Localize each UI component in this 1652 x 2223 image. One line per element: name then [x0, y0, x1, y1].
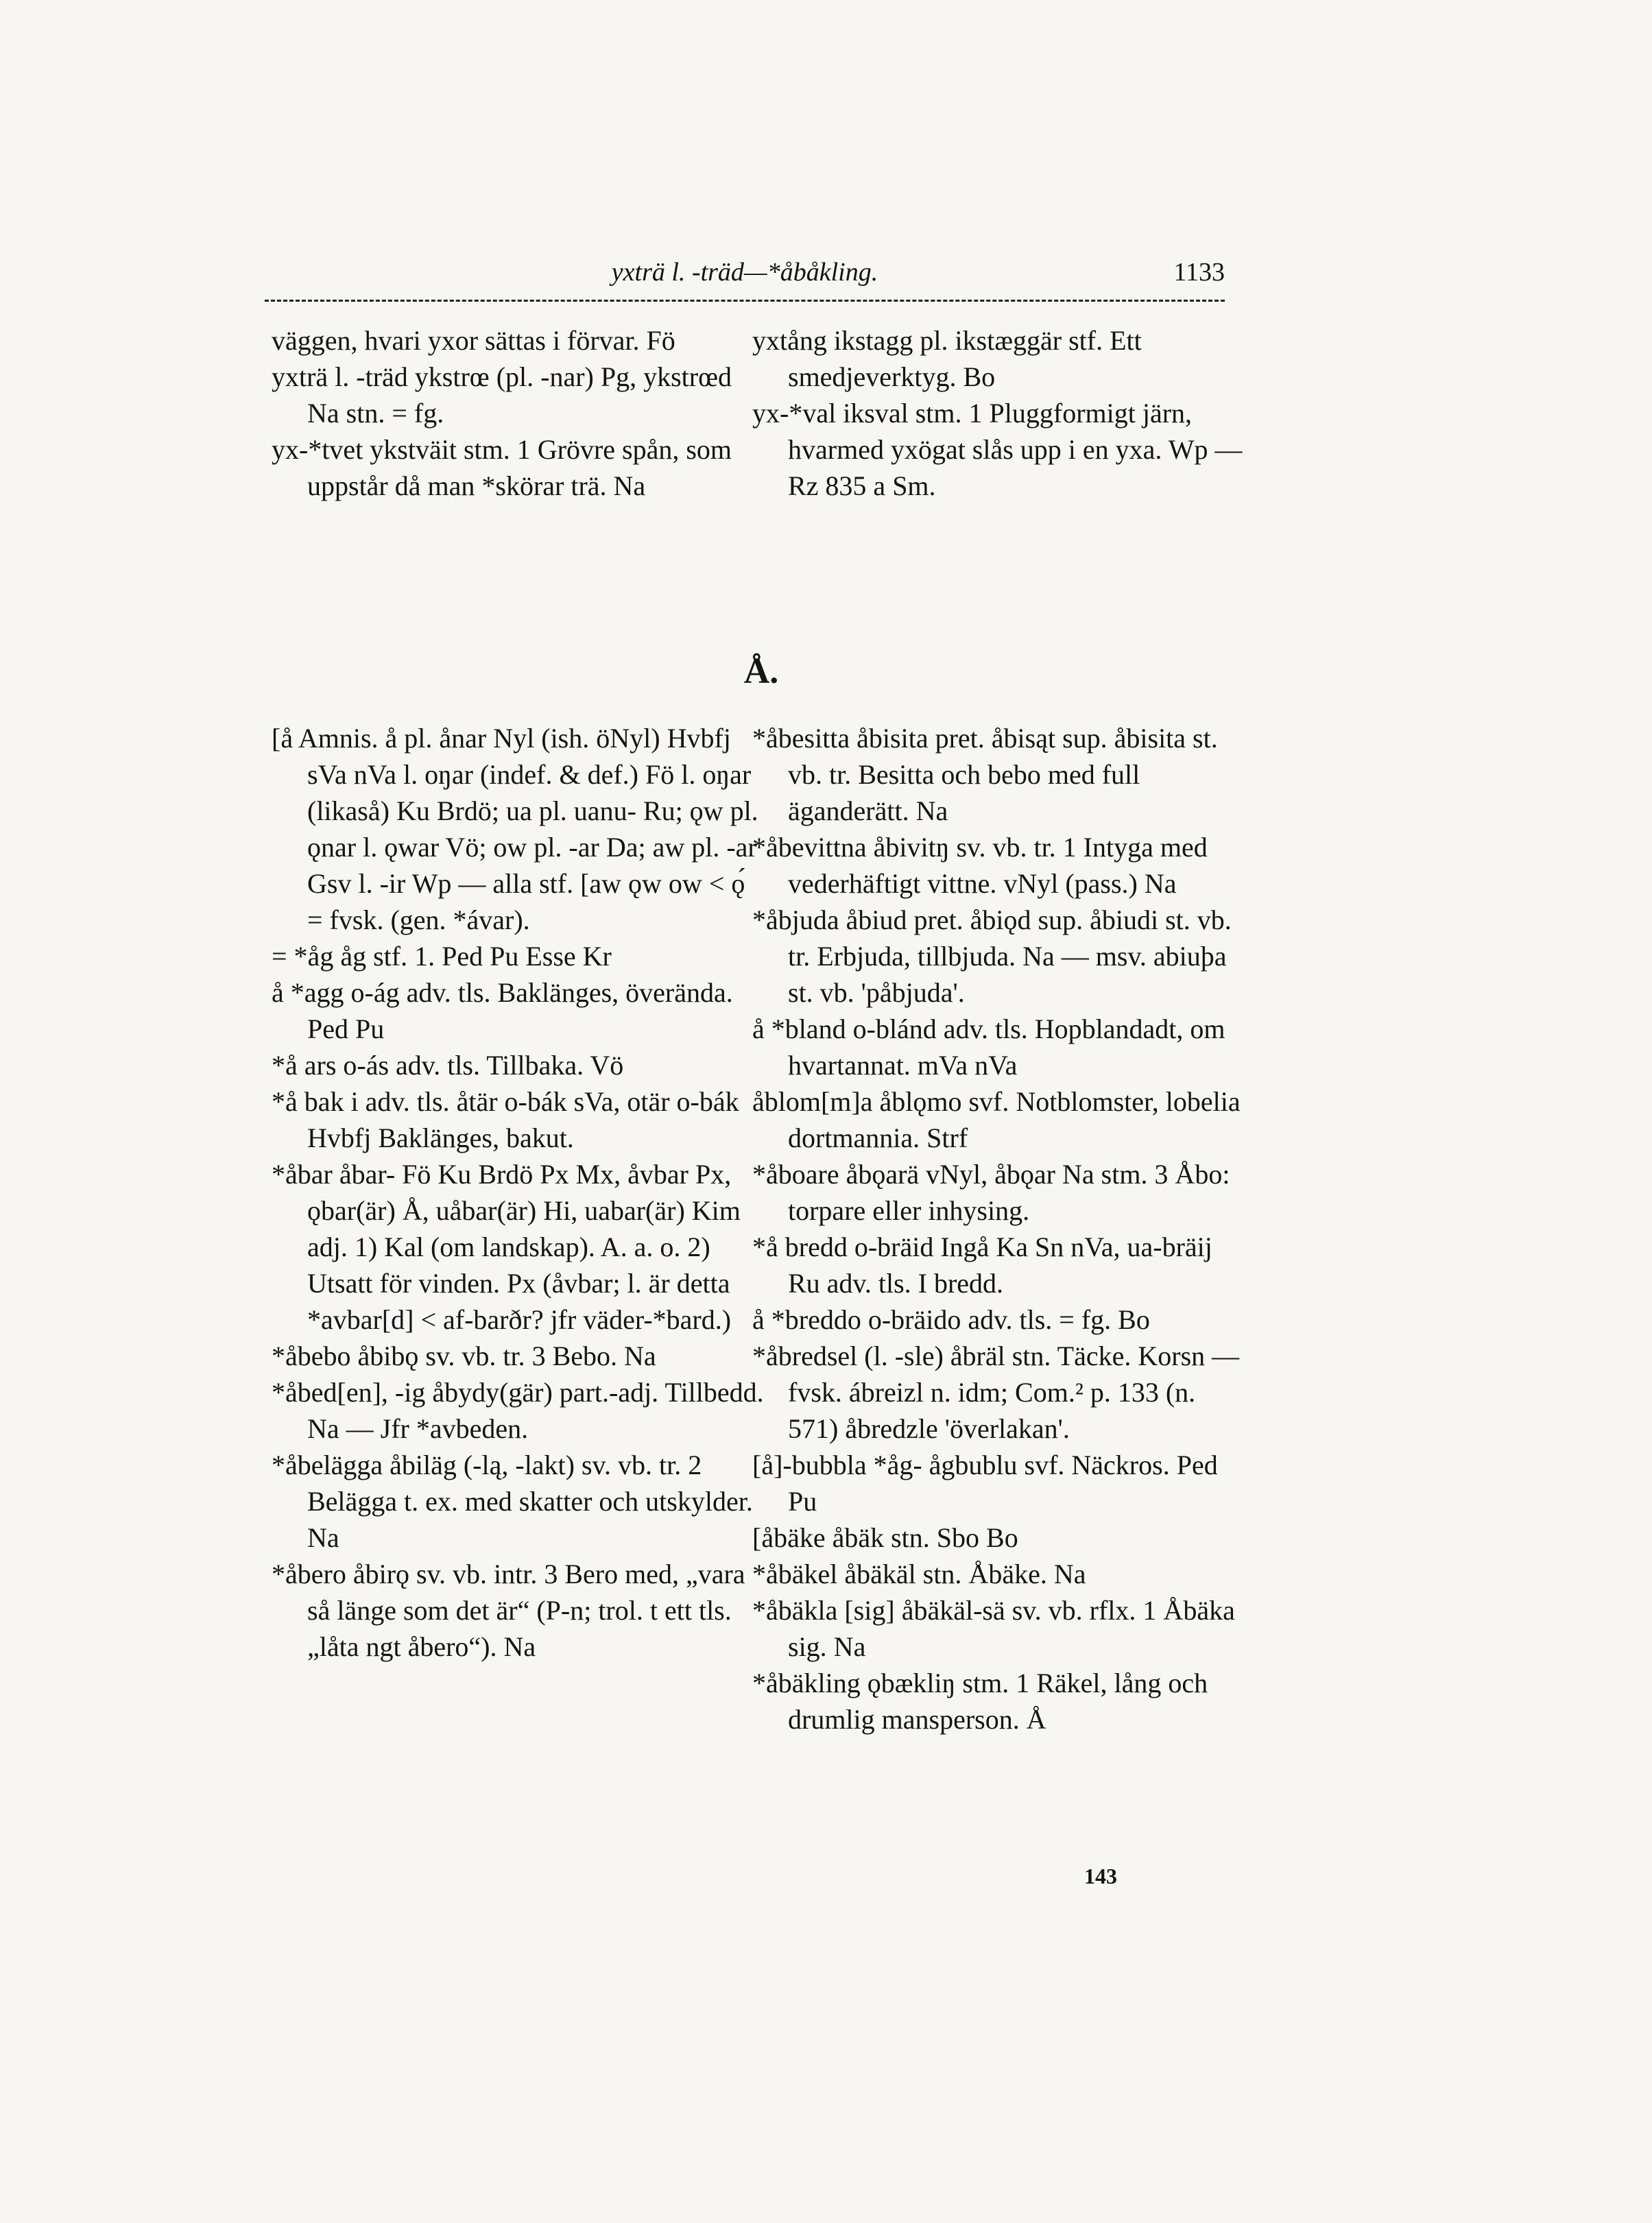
- dictionary-entry: *å bredd o-bräid Ingå Ka Sn nVa, ua-bräij Ru adv. tls. I bredd.: [752, 1231, 1212, 1299]
- dictionary-entry: *åbäkling ǫbækliŋ stm. 1 Räkel, lång och drumlig mansperson. Å: [752, 1668, 1208, 1735]
- dictionary-entry: *åboare åbǫarä vNyl, åbǫar Na stm. 3 Åbo: torpare eller inhysing.: [752, 1159, 1230, 1226]
- dictionary-entry: *åbesitta åbisita pret. åbisąt sup. åbisita st. vb. tr. Besitta och bebo med full äganderätt. Na: [752, 723, 1218, 826]
- dictionary-entry: *åbäkel åbäkäl stn. Åbäke. Na: [752, 1559, 1086, 1589]
- dictionary-entry: *åbäkla [sig] åbäkäl-sä sv. vb. rflx. 1 Åbäka sig. Na: [752, 1595, 1235, 1662]
- dictionary-entry: å *breddo o-bräido adv. tls. = fg. Bo: [752, 1304, 1150, 1335]
- dictionary-entry: [åbäke åbäk stn. Sbo Bo: [752, 1522, 1018, 1553]
- dictionary-entry: *åbed[en], -ig åbydy(gär) part.-adj. Tillbedd. Na — Jfr *avbeden.: [272, 1377, 764, 1444]
- entry-continuation: väggen, hvari yxor sättas i förvar. Fö: [272, 325, 675, 356]
- running-header: [265, 257, 1225, 298]
- dictionary-entry: *å bak i adv. tls. åtär o-bák sVa, otär o-bák Hvbfj Baklänges, bakut.: [272, 1086, 739, 1153]
- dictionary-entry: *åbredsel (l. -sle) åbräl stn. Täcke. Korsn — fvsk. ábreizl n. idm; Com.² p. 133 (n. 571) åbredzle 'överlakan'.: [752, 1341, 1240, 1444]
- header-rule: [265, 300, 1225, 302]
- top-right-column: [752, 322, 1246, 504]
- dictionary-entry: *åbebo åbibǫ sv. vb. tr. 3 Bebo. Na: [272, 1341, 656, 1371]
- dictionary-entry: *åbevittna åbivitŋ sv. vb. tr. 1 Intyga med vederhäftigt vittne. vNyl (pass.) Na: [752, 832, 1208, 899]
- dictionary-entry: yx-*tvet ykstväit stm. 1 Grövre spån, som uppstår då man *skörar trä. Na: [272, 434, 732, 501]
- signature-mark: 143: [1084, 1864, 1117, 1888]
- dictionary-entry: *å ars o-ás adv. tls. Tillbaka. Vö: [272, 1050, 624, 1081]
- dictionary-entry: [å Amnis. å pl. ånar Nyl (ish. öNyl) Hvbfj sVa nVa l. oŋar (indef. & def.) Fö l. oŋar (likaså) Ku Brdö; ua pl. uanu- Ru; ǫw pl. ǫnar l. ǫwar Vö; ow pl. -ar Da; aw pl. -ar Gsv l. -ir Wp — alla stf. [aw ǫw ow < ǫ́ = fvsk. (gen. *ávar).: [272, 723, 758, 935]
- dictionary-entry: *åbero åbirǫ sv. vb. intr. 3 Bero med, „vara så länge som det är“ (P-n; trol. t ett tls. „låta ngt åbero“). Na: [272, 1559, 745, 1662]
- dictionary-entry: yxtång ikstagg pl. ikstæggär stf. Ett smedjeverktyg. Bo: [752, 325, 1142, 392]
- dictionary-entry: yx-*val iksval stm. 1 Pluggformigt järn, hvarmed yxögat slås upp i en yxa. Wp — Rz 835 a Sm.: [752, 398, 1243, 501]
- top-left-column: [272, 322, 765, 504]
- right-column: [752, 720, 1246, 1738]
- running-title: yxträ l. -träd—*åbåkling.: [611, 258, 878, 287]
- dictionary-entry: å *agg o-ág adv. tls. Baklänges, överända. Ped Pu: [272, 977, 733, 1044]
- dictionary-entry: *åbar åbar- Fö Ku Brdö Px Mx, åvbar Px, ǫbar(är) Å, uåbar(är) Hi, uabar(är) Kim adj. 1) Kal (om landskap). A. a. o. 2) Utsatt för vinden. Px (åvbar; l. är detta *avbar[d] < af-barðr? jfr väder-*bard.): [272, 1159, 741, 1335]
- dictionary-entry: *åbjuda åbiud pret. åbiǫd sup. åbiudi st. vb. tr. Erbjuda, tillbjuda. Na — msv. abiuþa st. vb. 'påbjuda'.: [752, 904, 1232, 1008]
- dictionary-entry: å *bland o-blánd adv. tls. Hopblandadt, om hvartannat. mVa nVa: [752, 1013, 1225, 1081]
- dictionary-entry: [å]-bubbla *åg- ågbublu svf. Näckros. Ped Pu: [752, 1450, 1218, 1517]
- left-column: [272, 720, 765, 1665]
- section-letter: Å.: [743, 652, 779, 691]
- page-number: 1133: [1173, 258, 1225, 287]
- dictionary-entry: *åbelägga åbiläg (-lą, -lakt) sv. vb. tr. 2 Belägga t. ex. med skatter och utskylder. Na: [272, 1450, 753, 1553]
- dictionary-entry: åblom[m]a åblǫmo svf. Notblomster, lobelia dortmannia. Strf: [752, 1086, 1241, 1153]
- dictionary-entry: yxträ l. -träd ykstrœ (pl. -nar) Pg, ykstrœd Na stn. = fg.: [272, 361, 732, 429]
- dictionary-entry: = *åg åg stf. 1. Ped Pu Esse Kr: [272, 941, 612, 972]
